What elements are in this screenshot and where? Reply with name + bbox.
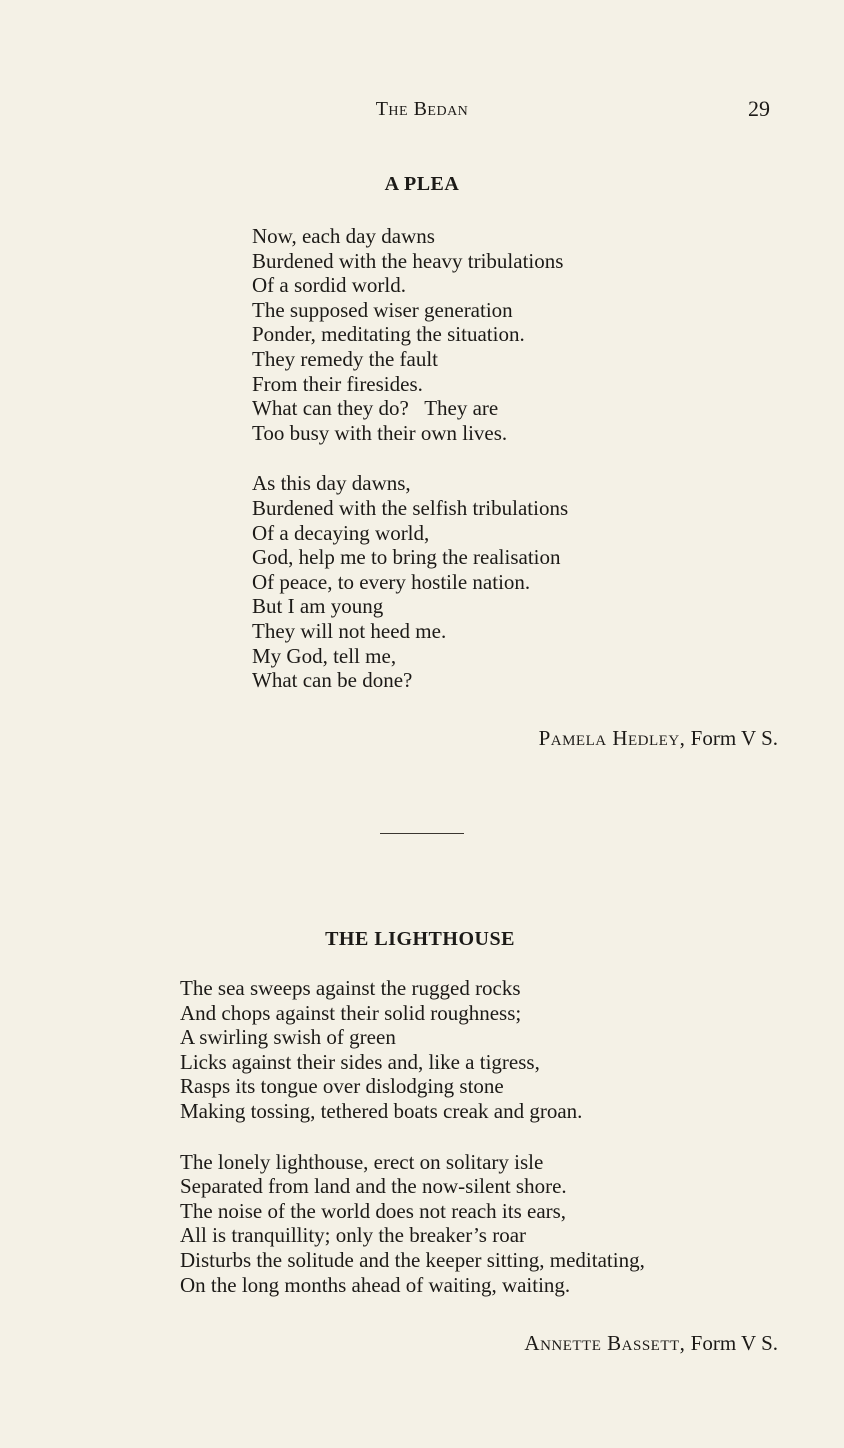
poem-line: Burdened with the selfish tribulations xyxy=(252,495,569,520)
poem-line: What can be done? xyxy=(252,668,413,693)
poem-line: Burdened with the heavy tribulations xyxy=(252,248,564,273)
poem-line: Of a decaying world, xyxy=(252,520,430,545)
author-name: Pamela Hedley, xyxy=(538,726,686,750)
poem-a-plea-body xyxy=(252,224,568,693)
author-credit xyxy=(524,1331,778,1356)
poem-line: What can they do? They are xyxy=(252,396,499,421)
poem-title-the-lighthouse: THE LIGHTHOUSE xyxy=(325,928,515,950)
poem-line: The sea sweeps against the rugged rocks xyxy=(180,976,521,1000)
poem-line: My God, tell me, xyxy=(252,643,397,668)
poem-line: They remedy the fault xyxy=(252,346,439,371)
author-name: Annette Bassett, xyxy=(524,1331,686,1355)
poem-line: A swirling swish of green xyxy=(180,1025,396,1050)
poem-line: Disturbs the solitude and the keeper sitting, meditating, xyxy=(180,1247,645,1272)
poem-line: Separated from land and the now-silent shore. xyxy=(180,1174,567,1199)
poem-line: From their firesides. xyxy=(252,371,423,396)
poem-line: Now, each day dawns xyxy=(252,224,435,248)
poem-line: On the long months ahead of waiting, waiting. xyxy=(180,1272,571,1297)
poem-line: Ponder, meditating the situation. xyxy=(252,322,525,347)
poem-line: They will not heed me. xyxy=(252,618,447,643)
author-form: Form V S. xyxy=(690,726,778,750)
poem-line: As this day dawns, xyxy=(252,471,411,496)
poem-line: All is tranquillity; only the breaker’s roar xyxy=(180,1223,527,1248)
poem-line: The lonely lighthouse, erect on solitary isle xyxy=(180,1149,544,1174)
stanza-gap xyxy=(252,445,568,471)
page-number: 29 xyxy=(748,96,770,121)
running-header: The Bedan xyxy=(375,98,469,120)
author-credit xyxy=(539,726,778,751)
poem-title-a-plea: A PLEA xyxy=(384,173,460,195)
section-divider xyxy=(380,833,464,834)
stanza xyxy=(180,1150,645,1298)
poem-line: But I am young xyxy=(252,594,384,619)
poem-lighthouse-body xyxy=(180,976,645,1297)
stanza xyxy=(252,224,568,445)
poem-line: Of peace, to every hostile nation. xyxy=(252,569,531,594)
poem-line: God, help me to bring the realisation xyxy=(252,545,561,570)
poem-line: Of a sordid world. xyxy=(252,273,406,298)
stanza xyxy=(180,976,645,1124)
poem-line: Licks against their sides and, like a tigress, xyxy=(180,1049,540,1074)
poem-line: Too busy with their own lives. xyxy=(252,420,508,445)
poem-line: The supposed wiser generation xyxy=(252,297,513,322)
poem-line: Rasps its tongue over dislodging stone xyxy=(180,1074,504,1099)
stanza xyxy=(252,471,568,692)
poem-line: Making tossing, tethered boats creak and groan. xyxy=(180,1098,583,1123)
poem-line: And chops against their solid roughness; xyxy=(180,1000,522,1025)
stanza-gap xyxy=(180,1124,645,1150)
poem-line: The noise of the world does not reach its ears, xyxy=(180,1198,567,1223)
author-form: Form V S. xyxy=(690,1331,778,1355)
